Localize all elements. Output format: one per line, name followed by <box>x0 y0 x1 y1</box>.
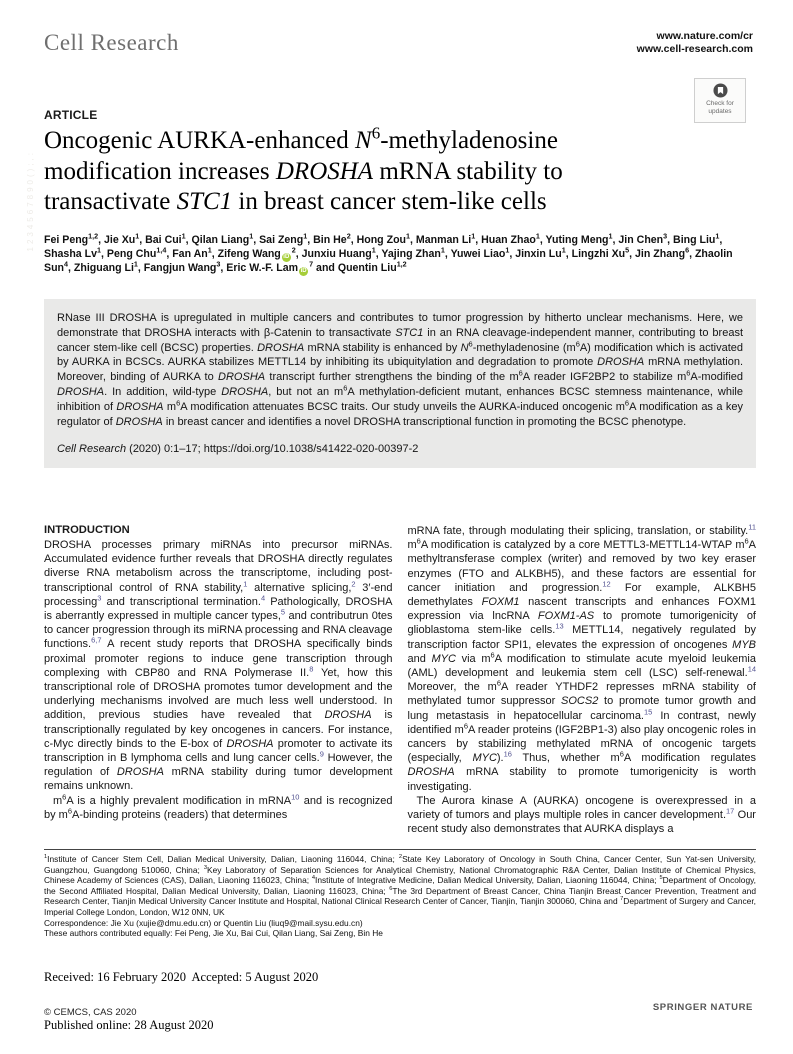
equal-contribution-line: These authors contributed equally: Fei Peng, Jie Xu, Bai Cui, Qilan Liang, Sai Zeng, Bin He <box>44 928 383 939</box>
intro-paragraph-1: DROSHA processes primary miRNAs into precursor miRNAs. Accumulated evidence further reveals that DROSHA directly regulates diverse RNA metabolism across the transcriptome, including post-transcriptional control of RNA stability,$^1$ alternative splicing,$^2$ 3′-end processing$^3$ and transcriptional termination.$^4$ Pathologically, DROSHA is aberrantly expressed in multiple cancer types,$^5$ and contributrun 0tes to cancer progression through its miRNA processing and RNA cleavage functions.$^{6,7}$ A recent study reports that DROSHA specifically binds proximal promoter regions to induce gene transcription through complexing with CBP80 and RNA Polymerase II.$^8$ Yet, how this transcriptional role of DROSHA promotes tumor development and the underlying mechanisms involved are much less well understood. In addition, previous studies have revealed that DROSHA is transcriptionally regulated by key oncogenes in cancers. For instance, c-Myc directly binds to the E-box of DROSHA promoter to activate its transcription in B lymphoma cells and lung cancer cells.$^9$ However, the regulation of DROSHA mRNA stability during tumor development remains unknown. <box>44 539 393 793</box>
crossmark-icon <box>713 83 728 98</box>
paper-title: Oncogenic AURKA-enhanced $N^6$-methyladenosine modification increases DROSHA mRNA stability to transactivate STC1 in breast cancer stem-like cells <box>44 123 563 215</box>
journal-url-cellresearch[interactable]: www.cell-research.com <box>636 43 753 55</box>
page-footer <box>44 1002 753 1020</box>
check-for-updates-badge[interactable] <box>694 78 746 123</box>
check-for-updates-label: Check for updates <box>706 100 734 115</box>
published-online-line: Published online: 28 August 2020 <box>44 1018 214 1032</box>
article-type-label: ARTICLE <box>44 108 98 122</box>
intro-paragraph-2: $m^6A$ is a highly prevalent modification in mRNA$^{10}$ and is recognized by $m^6A$-binding proteins (readers) that determines <box>44 792 393 821</box>
margin-marking-text: 1234567890();,: <box>26 150 35 252</box>
abstract-text: RNase III DROSHA is upregulated in multiple cancers and contributes to tumor progression by hitherto unclear mechanisms. Here, we demonstrate that DROSHA interacts with β-Catenin to transactivate STC1 in an RNA cleavage-independent manner, contributing to breast cancer stem-like cell (BCSC) properties. DROSHA mRNA stability is enhanced by $N^6$-methyladenosine $(m^6A)$ modification which is activated by AURKA in BCSCs. AURKA stabilizes METTL14 by inhibiting its ubiquitylation and degradation to promote DROSHA mRNA methylation. Moreover, binding of AURKA to DROSHA transcript further strengthens the binding of the $m^6A$ reader IGF2BP2 to stabilize $m^6A$-modified DROSHA. In addition, wild-type DROSHA, but not an $m^6A$ methylation-deficient mutant, enhances BCSC stemness maintenance, while inhibition of DROSHA $m^6A$ modification attenuates BCSC traits. Our study unveils the AURKA-induced oncogenic $m^6A$ modification as a key regulator of DROSHA in breast cancer and identifies a novel DROSHA transcriptional function in promoting the BCSC phenotype. <box>57 312 744 428</box>
journal-urls <box>637 30 753 56</box>
intro-paragraph-3: mRNA fate, through modulating their splicing, translation, or stability.$^{11}$ $m^6A$ modification is catalyzed by a core METTL3-METTL14-WTAP $m^6A$ methyltransferase complex (writer) and removed by two key eraser enzymes (FTO and ALKBH5), and these factors are essential for cancer initiation and progression.$^{12}$ For example, ALKBH5 demethylates FOXM1 nascent transcripts and enhances FOXM1 expression via lncRNA FOXM1-AS to promote tumorigenicity of glioblastoma stem-like cells.$^{13}$ METTL14, negatively regulated by transcription factor SPI1, elevates the expression of oncogenes MYB and MYC via $m^6A$ modification to stimulate acute myeloid leukemia (AML) development and leukemia stem cell (LSC) self-renewal.$^{14}$ Moreover, the $m^6A$ reader YTHDF2 represses mRNA stability of methylated tumor suppressor SOCS2 to promote tumor growth and lung metastasis in hepatocellular carcinoma.$^{15}$ In contrast, newly identified $m^6A$ reader proteins (IGF2BP1-3) also play oncogenic roles in cancers by stabilizing methylated mRNA of oncogenic targets (especially, MYC).$^{16}$ Thus, whether $m^6A$ modification regulates DROSHA mRNA stability to promote tumorigenicity is worth investigating. <box>407 522 757 793</box>
journal-url-nature[interactable]: www.nature.com/cr <box>656 30 753 42</box>
journal-logo: Cell Research <box>44 30 179 55</box>
footnotes-block <box>44 854 756 939</box>
page-header <box>44 30 753 56</box>
received-accepted-line: Received: 16 February 2020 Accepted: 5 August 2020 <box>44 970 319 984</box>
right-column <box>408 524 757 836</box>
intro-paragraph-4: The Aurora kinase A (AURKA) oncogene is overexpressed in a variety of tumors and plays multiple roles in cancer development.$^{17}$ Our recent study also demonstrates that AURKA displays a <box>407 794 756 836</box>
left-column <box>44 524 393 836</box>
article-dates <box>44 937 544 1049</box>
introduction-heading: INTRODUCTION <box>44 524 130 536</box>
two-column-body <box>44 524 756 836</box>
copyright-notice: © CEMCS, CAS 2020 <box>44 1007 137 1018</box>
correspondence-line: Correspondence: Jie Xu (xujie@dmu.edu.cn) or Quentin Liu (liuq9@mail.sysu.edu.cn) <box>44 917 363 928</box>
springer-nature-logo: SPRINGER NATURE <box>652 1002 753 1013</box>
footnote-divider <box>44 849 756 850</box>
affiliations-text: $^1$Institute of Cancer Stem Cell, Dalian Medical University, Dalian, Liaoning 116044, China; $^2$State Key Laboratory of Oncology in South China, Cancer Center, Sun Yat-sen University, Guangzhou, Guangdong 510060, China; $^3$Key Laboratory of Separation Sciences for Analytical Chemistry, National Chromatographic R&A Center, Dalian Institute of Chemical Physics, Chinese Academy of Sciences (CAS), Dalian, Liaoning 116023, China; $^4$Institute of Integrative Medicine, Dalian Medical University, Dalian, Liaoning 116044, China; $^5$Department of Oncology, the Second Affiliated Hospital, Dalian Medical University, Dalian, Liaoning 116023, China; $^6$The 3rd Department of Breast Cancer, China Tianjin Breast Cancer Prevention, Treatment and Research Center, Tianjin Medical University Cancer Institute and Hospital, National Clinical Research Center of Cancer, Tianjin, Tianjin 300060, China and $^7$Department of Surgery and Cancer, Imperial College London, London, W12 0NN, UK <box>44 854 756 917</box>
orcid-icon[interactable]: iD <box>300 267 307 274</box>
author-list: Fei Peng$^{1,2}$, Jie Xu$^1$, Bai Cui$^1$, Qilan Liang$^1$, Sai Zeng$^1$, Bin He$^2$, Hong Zou$^1$, Manman Li$^1$, Huan Zhao$^1$, Yuting Meng$^1$, Jin Chen$^3$, Bing Liu$^1$, Shasha Lv$^1$, Peng Chu$^{1,4}$, Fan An$^1$, Zifeng Wang $iD^2$, Junxiu Huang$^1$, Yajing Zhan$^1$, Yuwei Liao$^1$, Jinxin Lu$^1$, Lingzhi Xu$^5$, Jin Zhang$^6$, Zhaolin Sun$^4$, Zhiguang Li$^1$, Fangjun Wang$^3$, Eric W.-F. Lam $iD^7$ and Quentin Liu$^{1,2}$ <box>44 231 733 274</box>
orcid-icon[interactable]: iD <box>283 253 290 260</box>
citation-doi-line[interactable]: Cell Research (2020) 0:1–17; https://doi.org/10.1038/s41422-020-00397-2 <box>57 443 419 456</box>
abstract-box <box>44 299 756 468</box>
